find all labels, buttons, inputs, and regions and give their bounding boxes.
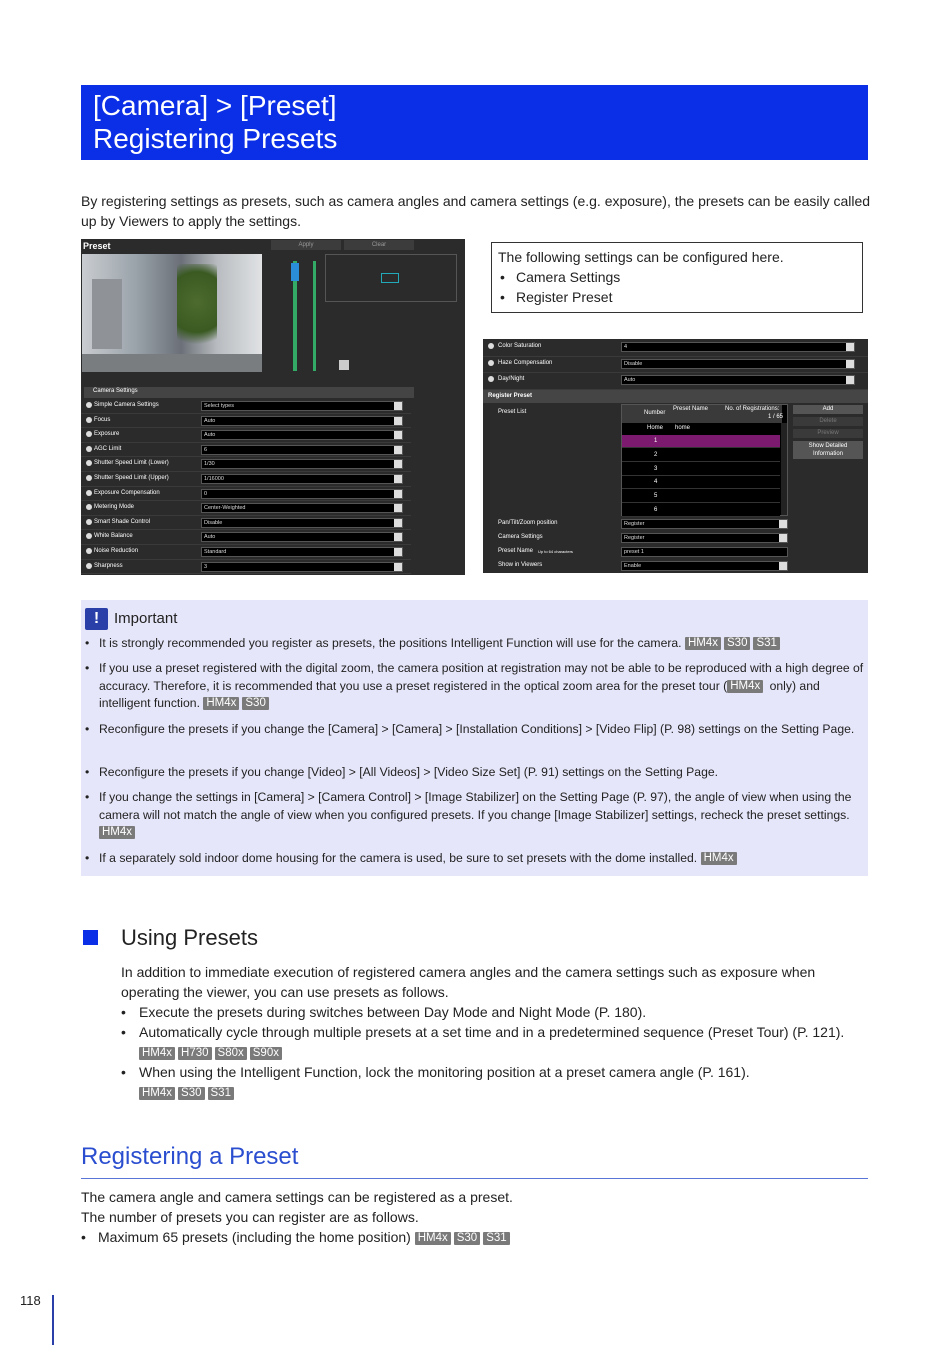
col-registrations: No. of Registrations: <box>725 406 780 412</box>
model-tag: S31 <box>753 637 779 650</box>
info-icon[interactable] <box>86 519 92 525</box>
snapshot-icon[interactable] <box>339 360 349 370</box>
info-icon[interactable] <box>86 533 92 539</box>
setting-label: Haze Compensation <box>498 359 553 366</box>
setting-select[interactable] <box>201 532 403 542</box>
setting-row <box>81 560 411 575</box>
info-icon[interactable] <box>488 343 494 349</box>
configurable-item: • Camera Settings <box>498 267 856 287</box>
model-tags <box>685 636 783 650</box>
model-tags <box>99 825 138 839</box>
page-title: Registering Presets <box>93 123 338 154</box>
page-number: 118 <box>20 1293 41 1308</box>
preset-option-row <box>498 531 868 545</box>
preset-option-select[interactable] <box>621 547 788 557</box>
setting-value: 6 <box>204 446 208 453</box>
setting-value: Disable <box>624 360 643 367</box>
section-square-marker <box>83 930 98 945</box>
shot1-clear-button[interactable]: Clear <box>344 240 414 250</box>
configurable-settings-box <box>491 242 863 313</box>
chevron-down-icon <box>394 446 402 454</box>
setting-row <box>81 414 411 429</box>
setting-value: Auto <box>204 417 216 424</box>
ptz-overview-panel[interactable] <box>325 254 457 302</box>
setting-value: Auto <box>204 534 216 541</box>
important-item: • If a separately sold indoor dome housing for the camera is used, be sure to set presets with the dome installed. HM4x <box>99 850 864 868</box>
registering-preset-heading: Registering a Preset <box>81 1143 299 1170</box>
setting-row <box>483 340 868 357</box>
setting-label: Metering Mode <box>94 504 135 511</box>
preset-option-row <box>498 545 868 559</box>
header-breadcrumb: [Camera] > [Preset] <box>93 90 337 121</box>
chevron-down-icon <box>779 534 787 542</box>
using-presets-heading: Using Presets <box>121 925 258 950</box>
setting-row <box>81 399 411 414</box>
chevron-down-icon <box>394 563 402 571</box>
setting-value: 1/30 <box>204 461 215 468</box>
setting-value: 4 <box>624 344 628 350</box>
page-header-banner <box>81 85 868 160</box>
setting-row <box>81 443 411 458</box>
chevron-down-icon <box>846 343 854 351</box>
setting-select[interactable] <box>201 430 403 440</box>
setting-select[interactable] <box>621 342 855 352</box>
using-presets-intro: In addition to immediate execution of registered camera angles and the camera settings such as exposure when operating the viewer, you can use presets as follows. <box>121 964 816 1000</box>
registering-line2: The number of presets you can register are as follows. <box>81 1209 419 1225</box>
col-number: Number <box>644 410 666 416</box>
info-icon[interactable] <box>86 431 92 437</box>
chevron-down-icon <box>846 360 854 368</box>
setting-label: Shutter Speed Limit (Lower) <box>94 460 169 467</box>
model-tag: HM4x <box>727 680 763 693</box>
info-icon[interactable] <box>86 402 92 408</box>
setting-row <box>483 373 868 390</box>
register-preset-screenshot <box>483 339 868 573</box>
registering-line1: The camera angle and camera settings can be registered as a preset. <box>81 1189 513 1205</box>
setting-select[interactable] <box>201 401 403 411</box>
setting-label: Smart Shade Control <box>94 518 151 525</box>
chevron-down-icon <box>394 417 402 425</box>
info-icon[interactable] <box>86 460 92 466</box>
focus-slider[interactable] <box>313 261 316 371</box>
model-tag: HM4x <box>139 1047 175 1060</box>
setting-value: Auto <box>624 377 636 383</box>
setting-value: Auto <box>204 432 216 439</box>
preset-number: 6 <box>654 507 658 513</box>
preset-option-value: Register <box>624 521 645 527</box>
model-tags <box>415 1229 513 1245</box>
setting-label: White Balance <box>94 533 133 540</box>
setting-label: Exposure Compensation <box>94 489 160 496</box>
zoom-slider-handle[interactable] <box>291 263 299 281</box>
shot1-title: Preset <box>83 241 111 251</box>
setting-label: Simple Camera Settings <box>94 402 159 408</box>
configurable-item: • Register Preset <box>498 287 856 307</box>
page-number-rule <box>52 1295 54 1345</box>
register-preset-section: Register Preset <box>488 393 533 399</box>
chevron-down-icon <box>394 402 402 410</box>
model-tags <box>139 1084 237 1100</box>
camera-preview-image <box>82 254 262 372</box>
setting-row <box>483 357 868 374</box>
chevron-down-icon <box>394 548 402 556</box>
show-details-button[interactable]: Show Detailed Information <box>793 441 863 459</box>
preset-number-row[interactable] <box>622 504 780 517</box>
info-icon[interactable] <box>86 563 92 569</box>
preset-number-row[interactable] <box>622 463 780 476</box>
setting-row <box>81 516 411 531</box>
setting-select[interactable] <box>201 445 403 455</box>
preset-list-label: Preset List <box>498 409 527 415</box>
shot2-bottom-settings <box>483 517 868 573</box>
preset-list-table[interactable] <box>621 404 788 516</box>
setting-select[interactable] <box>621 359 855 369</box>
chevron-down-icon <box>779 562 787 570</box>
important-item: • Reconfigure the presets if you change [Video] > [All Videos] > [Video Size Set] (P. 91) settings on the Setting Page. <box>99 764 864 782</box>
chevron-down-icon <box>394 431 402 439</box>
info-icon[interactable] <box>86 475 92 481</box>
setting-label: Exposure <box>94 431 120 438</box>
setting-select[interactable] <box>621 375 855 385</box>
important-item: • If you use a preset registered with the digital zoom, the camera position at registration may not be able to be reproduced with a high degree of accuracy. Therefore, it is recommended that you use a preset registered in the optical zoom area for the preset tour ( HM4x only) and intelligent function. HM4x S30 <box>99 660 864 713</box>
setting-value: Center-Weighted <box>204 505 246 512</box>
info-icon[interactable] <box>488 360 494 366</box>
setting-select[interactable] <box>201 489 403 499</box>
using-item: • Automatically cycle through multiple presets at a set time and in a predetermined sequence (Preset Tour) (P. 121). HM4x H730 S80x S90x <box>121 1024 845 1059</box>
col-preset-name: Preset Name <box>673 406 709 412</box>
model-tag: HM4x <box>139 1087 175 1100</box>
shot1-settings-list <box>81 399 411 575</box>
preset-option-label: Camera Settings <box>498 534 543 540</box>
setting-row <box>81 428 411 443</box>
preset-number-row[interactable] <box>622 449 780 462</box>
setting-row <box>81 457 411 472</box>
setting-value: 0 <box>204 490 208 497</box>
model-tag: HM4x <box>701 852 737 865</box>
home-name[interactable]: home <box>675 425 691 431</box>
setting-label: Sharpness <box>94 562 123 569</box>
info-icon[interactable] <box>86 490 92 496</box>
setting-label: AGC Limit <box>94 445 122 452</box>
info-icon[interactable] <box>488 376 494 382</box>
model-tags <box>203 696 272 710</box>
model-tag: HM4x <box>685 637 721 650</box>
setting-value: 3 <box>204 563 208 570</box>
preset-option-select[interactable] <box>621 519 788 529</box>
important-item: • If you change the settings in [Camera] > [Camera Control] > [Image Stabilizer] on the Setting Page (P. 97), the angle of view when using the camera will not match the angle of view when you configured presets. If you change [Image Stabilizer] settings, recheck the preset settings. HM4x <box>99 789 864 842</box>
setting-select[interactable] <box>201 459 403 469</box>
setting-value: Standard <box>204 549 227 555</box>
setting-label: Color Saturation <box>498 343 542 349</box>
info-icon[interactable] <box>86 548 92 554</box>
using-item: • When using the Intelligent Function, lock the monitoring position at a preset camera angle (P. 161). HM4x S30 S31 <box>121 1064 750 1099</box>
delete-button[interactable]: Delete <box>793 417 863 426</box>
model-tag: S31 <box>208 1087 234 1100</box>
preset-option-select[interactable] <box>621 533 788 543</box>
preview-button[interactable]: Preview <box>793 429 863 438</box>
shot1-apply-button[interactable]: Apply <box>271 240 341 250</box>
model-tags <box>701 851 740 865</box>
chevron-down-icon <box>846 376 854 384</box>
chevron-down-icon <box>394 460 402 468</box>
setting-row <box>81 472 411 487</box>
model-tag: S80x <box>215 1047 247 1060</box>
setting-select[interactable] <box>201 547 403 557</box>
info-icon[interactable] <box>86 504 92 510</box>
model-tag: S30 <box>242 697 268 710</box>
model-tag: S31 <box>483 1232 509 1245</box>
model-tag: S90x <box>250 1047 282 1060</box>
chevron-down-icon <box>394 504 402 512</box>
preset-number: 2 <box>654 451 658 458</box>
using-item: • Execute the presets during switches between Day Mode and Night Mode (P. 180). <box>121 1004 647 1020</box>
chevron-down-icon <box>779 520 787 528</box>
preset-option-value: preset 1 <box>624 549 644 555</box>
model-tag: S30 <box>454 1232 480 1245</box>
info-icon[interactable] <box>86 446 92 452</box>
important-item: • It is strongly recommended you register as presets, the positions Intelligent Function will use for the camera. HM4x S30 S31 <box>99 635 864 653</box>
model-tag: H730 <box>178 1047 212 1060</box>
preset-number-row[interactable] <box>622 476 780 489</box>
setting-select[interactable] <box>201 518 403 528</box>
preset-option-row <box>498 559 868 573</box>
setting-label: Shutter Speed Limit (Upper) <box>94 475 169 481</box>
chevron-down-icon <box>394 475 402 483</box>
model-tag: HM4x <box>99 826 135 839</box>
important-icon: ! <box>85 608 108 630</box>
setting-select[interactable] <box>201 474 403 484</box>
preset-option-note: Up to 64 characters <box>538 549 573 554</box>
preset-option-label: Pan/Tilt/Zoom position <box>498 520 558 526</box>
intro-paragraph: By registering settings as presets, such as camera angles and camera settings (e.g. exposure), the presets can be easily called up by Viewers to apply the settings. <box>81 193 871 229</box>
chevron-down-icon <box>394 490 402 498</box>
list-scrollbar[interactable] <box>781 423 787 515</box>
preset-option-value: Register <box>624 535 645 541</box>
chevron-down-icon <box>394 533 402 541</box>
chevron-down-icon <box>394 519 402 527</box>
preset-number-row[interactable] <box>622 435 780 448</box>
setting-value: Disable <box>204 519 223 526</box>
preset-screenshot-left <box>81 239 465 575</box>
preset-number: 1 <box>654 438 658 444</box>
setting-value: 1/16000 <box>204 476 224 482</box>
registration-count: 1 / 65 <box>768 414 784 420</box>
important-title: Important <box>114 610 178 627</box>
setting-row <box>81 530 411 545</box>
setting-value: Select types <box>204 403 234 409</box>
preset-option-row <box>498 517 868 531</box>
setting-select[interactable] <box>201 503 403 513</box>
preset-number-list[interactable] <box>622 435 782 517</box>
model-tag: S30 <box>724 637 750 650</box>
setting-row <box>81 501 411 516</box>
setting-label: Noise Reduction <box>94 548 139 554</box>
preset-number-row[interactable] <box>622 490 780 503</box>
model-tag: S30 <box>178 1087 204 1100</box>
setting-select[interactable] <box>201 416 403 426</box>
registering-item: • Maximum 65 presets (including the home position) HM4x S30 S31 <box>98 1227 868 1247</box>
heading-underline <box>81 1178 868 1179</box>
preset-option-label: Preset Name <box>498 548 534 554</box>
add-button[interactable]: Add <box>793 405 863 414</box>
preset-number: 4 <box>654 479 658 486</box>
setting-label: Focus <box>94 416 111 423</box>
model-tags <box>139 1044 285 1060</box>
setting-row <box>81 545 411 560</box>
model-tag: HM4x <box>203 697 239 710</box>
home-number[interactable]: Home <box>647 425 664 431</box>
shot2-top-settings <box>483 340 868 388</box>
preset-number: 5 <box>654 493 658 500</box>
setting-label: Day/Night <box>498 376 525 382</box>
setting-row <box>81 487 411 502</box>
preset-number: 3 <box>654 465 658 472</box>
camera-settings-section[interactable]: Camera Settings <box>93 388 138 394</box>
preset-option-select[interactable] <box>621 561 788 571</box>
important-item: • Reconfigure the presets if you change the [Camera] > [Camera] > [Installation Conditions] > [Video Flip] (P. 98) settings on the Setting Page. <box>99 721 864 739</box>
model-tag: HM4x <box>415 1232 451 1245</box>
configurable-heading: The following settings can be configured here. <box>498 249 784 265</box>
setting-select[interactable] <box>201 562 403 572</box>
preset-option-value: Enable <box>624 563 642 569</box>
preset-option-label: Show in Viewers <box>498 562 543 568</box>
info-icon[interactable] <box>86 417 92 423</box>
